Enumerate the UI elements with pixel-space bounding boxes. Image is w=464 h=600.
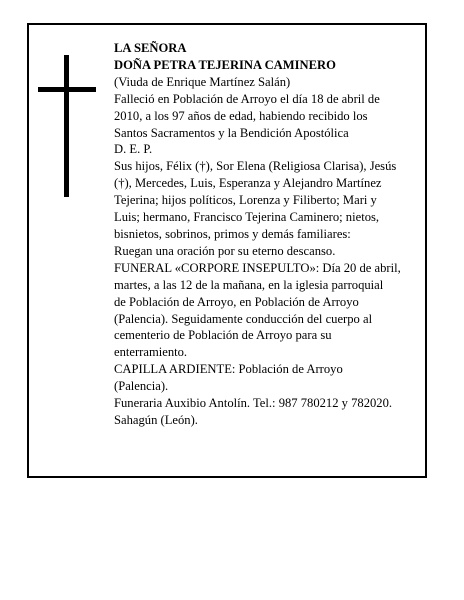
funeral-home-line: Sahagún (León). (114, 412, 198, 427)
family-line: Luis; hermano, Francisco Tejerina Caminero; nietos, (114, 210, 380, 225)
chapel-line: (Palencia). (114, 379, 169, 394)
death-line: Santos Sacramentos y la Bendición Apostólica (114, 125, 349, 140)
cross-horizontal-bar (38, 87, 96, 92)
chapel-line: CAPILLA ARDIENTE: Población de Arroyo (114, 362, 343, 377)
rip-line: D. E. P. (114, 142, 153, 157)
deceased-name: DOÑA PETRA TEJERINA CAMINERO (114, 57, 336, 72)
family-line: Sus hijos, Félix (†), Sor Elena (Religiosa Clarisa), Jesús (114, 159, 397, 174)
funeral-line: cementerio de Población de Arroyo para su (114, 328, 332, 343)
funeral-line: (Palencia). Seguidamente conducción del cuerpo al (114, 311, 373, 326)
death-line: Falleció en Población de Arroyo el día 18 de abril de (114, 91, 380, 106)
funeral-line: martes, a las 12 de la mañana, en la iglesia parroquial (114, 277, 384, 292)
widow-line: (Viuda de Enrique Martínez Salán) (114, 74, 291, 89)
notice-title: LA SEÑORA (114, 41, 187, 55)
prayer-line: Ruegan una oración por su eterno descanso. (114, 243, 336, 258)
obituary-text (114, 40, 430, 429)
family-line: (†), Mercedes, Luis, Esperanza y Alejandro Martínez (114, 176, 382, 191)
family-line: Tejerina; hijos políticos, Lorenza y Filiberto; Mari y (114, 193, 377, 208)
cross-vertical-bar (64, 55, 69, 197)
funeral-line: de Población de Arroyo, en Población de Arroyo (114, 294, 359, 309)
funeral-home-line: Funeraria Auxibio Antolín. Tel.: 987 780212 y 782020. (114, 396, 393, 411)
family-line: bisnietos, sobrinos, primos y demás familiares: (114, 226, 351, 241)
cross-icon (38, 55, 96, 197)
funeral-line: enterramiento. (114, 345, 188, 360)
funeral-line: FUNERAL «CORPORE INSEPULTO»: Día 20 de abril, (114, 260, 401, 275)
death-line: 2010, a los 97 años de edad, habiendo recibido los (114, 108, 368, 123)
